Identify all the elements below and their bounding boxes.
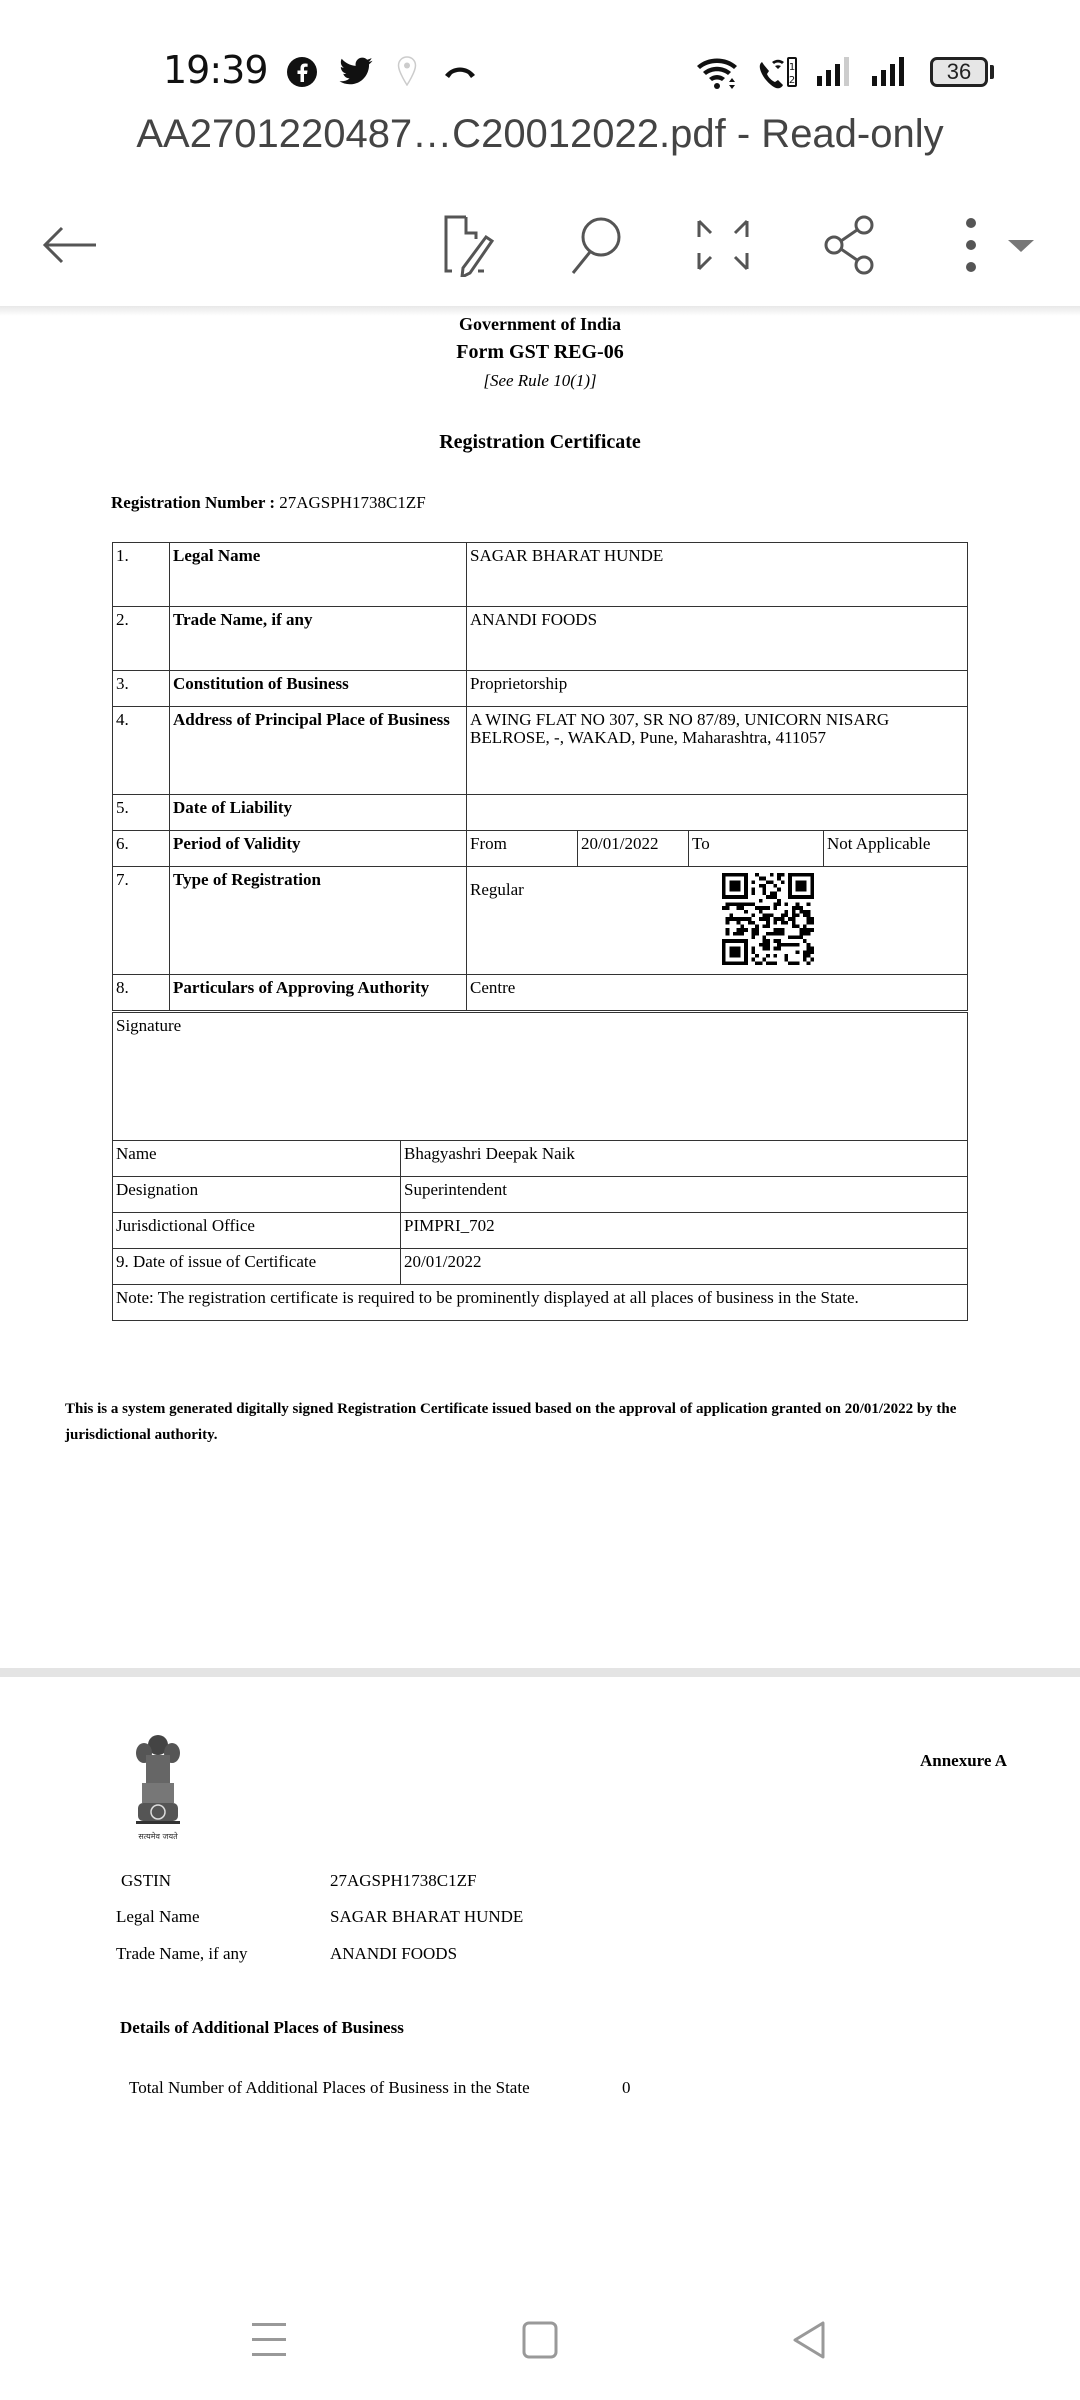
- search-button[interactable]: [555, 205, 635, 285]
- row-label: Type of Registration: [170, 867, 467, 975]
- row-number: 8.: [113, 975, 170, 1011]
- edit-button[interactable]: [428, 205, 508, 285]
- row-value: Regular: [470, 880, 524, 899]
- officer-value: 20/01/2022: [401, 1249, 968, 1285]
- signature-label: Signature: [113, 1013, 968, 1141]
- share-icon: [820, 213, 880, 277]
- additional-places-heading: Details of Additional Places of Business: [120, 2018, 404, 2037]
- nav-back-button[interactable]: [770, 2300, 850, 2380]
- row-label: Particulars of Approving Authority: [170, 975, 467, 1011]
- system-generated-note: This is a system generated digitally signed Registration Certificate issued based on the approval of application granted on 20/01/2022 by the jurisdictional authority.: [65, 1401, 957, 1443]
- status-time: 19:39: [163, 48, 268, 92]
- table-row: [113, 1285, 968, 1321]
- table-row: [113, 543, 968, 607]
- display-note: Note: The registration certificate is required to be prominently displayed at all places of business in the State.: [113, 1285, 968, 1321]
- row-label: Legal Name: [170, 543, 467, 607]
- trade-name-value: ANANDI FOODS: [330, 1944, 458, 1963]
- row-number: 3.: [113, 671, 170, 707]
- edit-document-icon: [438, 213, 498, 277]
- row-value: Centre: [467, 975, 968, 1011]
- registration-number-label: Registration Number :: [111, 493, 275, 512]
- emblem-caption: सत्यमेव जयते: [138, 1832, 178, 1841]
- table-row: [113, 1249, 968, 1285]
- national-emblem-icon: [122, 1733, 194, 1843]
- form-heading: Form GST REG-06: [456, 341, 624, 363]
- officer-value: Bhagyashri Deepak Naik: [401, 1141, 968, 1177]
- registration-number-value: 27AGSPH1738C1ZF: [279, 493, 426, 512]
- table-row: [113, 1141, 968, 1177]
- svg-text:1: 1: [788, 62, 796, 73]
- row-number: 2.: [113, 607, 170, 671]
- rule-reference: [See Rule 10(1)]: [483, 371, 597, 390]
- more-options-button[interactable]: [940, 205, 1050, 285]
- registration-number: [111, 493, 426, 513]
- government-heading: Government of India: [459, 314, 621, 334]
- fullscreen-icon: [695, 217, 751, 273]
- battery-level: 36: [946, 59, 972, 84]
- recents-button[interactable]: [230, 2300, 310, 2380]
- qr-code: [722, 873, 814, 965]
- row-number: 7.: [113, 867, 170, 975]
- row-value: ANANDI FOODS: [467, 607, 968, 671]
- table-row: [113, 1177, 968, 1213]
- annexure-title: Annexure A: [920, 1751, 1008, 1770]
- signature-row: [113, 1013, 968, 1141]
- additional-places-count-label: Total Number of Additional Places of Business in the State: [129, 2078, 530, 2097]
- document-title: AA2701220487…C20012022.pdf - Read-only: [136, 112, 944, 156]
- officer-label: 9. Date of issue of Certificate: [113, 1249, 401, 1285]
- share-button[interactable]: [810, 205, 890, 285]
- row-value: SAGAR BHARAT HUNDE: [467, 543, 968, 607]
- page-separator: [0, 1668, 1080, 1677]
- validity-to-label: To: [689, 831, 824, 867]
- table-row: [113, 975, 968, 1011]
- legal-name-value: SAGAR BHARAT HUNDE: [330, 1907, 524, 1926]
- recents-icon: [250, 2320, 290, 2360]
- row-number: 5.: [113, 795, 170, 831]
- table-row: [113, 707, 968, 795]
- certificate-table: [112, 542, 968, 1011]
- gstin-label: GSTIN: [121, 1871, 172, 1890]
- table-row: [113, 795, 968, 831]
- certificate-title: Registration Certificate: [439, 431, 641, 453]
- signature-table: [112, 1012, 968, 1321]
- validity-to-date: Not Applicable: [824, 831, 968, 867]
- arrow-left-icon: [40, 220, 100, 270]
- row-label: Date of Liability: [170, 795, 467, 831]
- row-number: 4.: [113, 707, 170, 795]
- battery-tip: [990, 65, 994, 79]
- facebook-icon: [286, 56, 318, 88]
- toolbar: [0, 190, 1080, 308]
- table-row: [113, 671, 968, 707]
- row-label: Period of Validity: [170, 831, 467, 867]
- table-row: [113, 867, 968, 975]
- signal-sim1-icon: [815, 56, 859, 88]
- row-label: Trade Name, if any: [170, 607, 467, 671]
- officer-value: Superintendent: [401, 1177, 968, 1213]
- signal-sim2-icon: [870, 56, 914, 88]
- validity-from-date: 20/01/2022: [578, 831, 689, 867]
- svg-text:2: 2: [788, 75, 796, 86]
- row-label: Address of Principal Place of Business: [170, 707, 467, 795]
- home-button[interactable]: [500, 2300, 580, 2380]
- trade-name-label: Trade Name, if any: [116, 1944, 248, 1963]
- table-row: [113, 831, 968, 867]
- legal-name-label: Legal Name: [116, 1907, 200, 1926]
- home-icon: [520, 2320, 560, 2360]
- more-options-icon: [950, 215, 1040, 275]
- row-label: Constitution of Business: [170, 671, 467, 707]
- officer-label: Jurisdictional Office: [113, 1213, 401, 1249]
- row-number: 1.: [113, 543, 170, 607]
- validity-from-label: From: [467, 831, 578, 867]
- location-icon: [397, 56, 417, 86]
- row-value: [467, 795, 968, 831]
- gstin-value: 27AGSPH1738C1ZF: [330, 1871, 477, 1890]
- wifi-icon: [695, 56, 739, 92]
- row-value: A WING FLAT NO 307, SR NO 87/89, UNICORN NISARG BELROSE, -, WAKAD, Pune, Maharashtra, 411057: [467, 707, 968, 795]
- battery-indicator: [930, 57, 988, 87]
- additional-places-count-value: 0: [622, 2078, 631, 2097]
- wifi-calling-icon: [756, 56, 800, 92]
- officer-label: Name: [113, 1141, 401, 1177]
- row-value: Proprietorship: [467, 671, 968, 707]
- row-value-cell: [467, 867, 968, 975]
- back-button[interactable]: [30, 205, 110, 285]
- fullscreen-button[interactable]: [683, 205, 763, 285]
- table-row: [113, 607, 968, 671]
- twitter-icon: [338, 56, 374, 88]
- officer-value: PIMPRI_702: [401, 1213, 968, 1249]
- row-number: 6.: [113, 831, 170, 867]
- nav-back-icon: [790, 2320, 830, 2360]
- missed-call-icon: [442, 56, 478, 84]
- officer-label: Designation: [113, 1177, 401, 1213]
- table-row: [113, 1213, 968, 1249]
- search-icon: [563, 213, 627, 277]
